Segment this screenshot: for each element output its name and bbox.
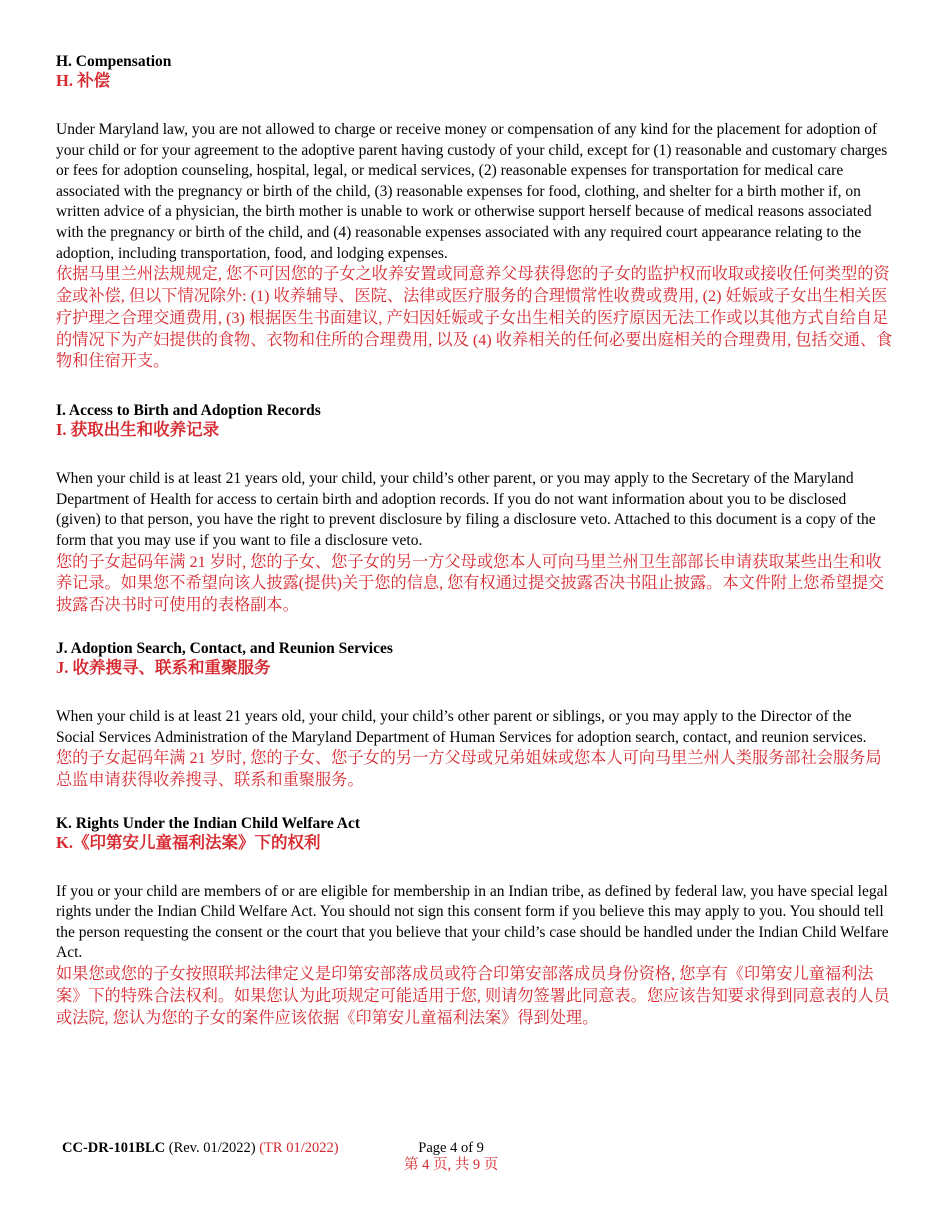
section-heading-en: J. Adoption Search, Contact, and Reunion Services bbox=[56, 639, 393, 657]
section-body-en: When your child is at least 21 years old, your child, your child’s other parent, or you may apply to the Secretary of the Maryland Department of Health for access to certain birth and adoption records. If you do not want information about you to be disclosed (given) to that person, you have the right to prevent disclosure by filing a disclosure veto. Attached to this document is a copy of the form that you may use if you want to file a disclosure veto. bbox=[56, 470, 876, 549]
form-revision: (Rev. 01/2022) bbox=[168, 1140, 256, 1156]
section-body-zh: 您的子女起码年满 21 岁时, 您的子女、您子女的另一方父母或兄弟姐妹或您本人可向马里兰州人类服务部社会服务局总监申请获得收养搜寻、联系和重聚服务。 bbox=[56, 749, 882, 789]
page-number-zh: 第 4 页, 共 9 页 bbox=[404, 1157, 499, 1173]
section-heading-zh: H. 补偿 bbox=[56, 71, 111, 90]
document-page bbox=[56, 52, 894, 1049]
section-heading-zh: J. 收养搜寻、联系和重聚服务 bbox=[56, 657, 271, 677]
section-heading-en: K. Rights Under the Indian Child Welfare Act bbox=[56, 814, 361, 832]
section-body-en: If you or your child are members of or are eligible for membership in an Indian tribe, as defined by federal law, you have special legal rights under the Indian Child Welfare Act. You should not sign this consent form if you believe this may apply to you. You should tell the person requesting the consent or the court that you believe that your child’s case should be handled under the Indian Child Welfare Act. bbox=[56, 882, 889, 962]
section-body-en: When your child is at least 21 years old, your child, your child’s other parent or siblings, or you may apply to the Director of the Social Services Administration of the Maryland Department of Human Services for adoption search, contact, and reunion services. bbox=[56, 707, 867, 746]
section-compensation bbox=[56, 52, 894, 373]
section-body-zh: 您的子女起码年满 21 岁时, 您的子女、您子女的另一方父母或您本人可向马里兰州卫生部部长申请获取某些出生和收养记录。如果您不希望向该人披露(提供)关于您的信息, 您有权通过提交披露否决书阻止披露。本文件附上您希望提交披露否决书时可使用的表格副本。 bbox=[56, 552, 885, 615]
translation-revision: (TR 01/2022) bbox=[259, 1140, 339, 1156]
section-heading-en: I. Access to Birth and Adoption Records bbox=[56, 402, 321, 420]
section-body-zh: 依据马里兰州法规规定, 您不可因您的子女之收养安置或同意养父母获得您的子女的监护权而收取或接收任何类型的资金或补偿, 但以下情况除外: (1) 收养辅导、医院、法律或医疗服务的合理惯常性收费或费用, (2) 妊娠或子女出生相关医疗护理之合理交通费用, (3) 根据医生书面建议, 产妇因妊娠或子女出生相关的医疗原因无法工作或以其他方式自给自足的情况下为产妇提供的食物、衣物和住所的合理费用, 以及 (4) 收养相关的任何必要出庭相关的合理费用, 包括交通、食物和住宿开支。 bbox=[56, 265, 893, 371]
footer-page-number bbox=[404, 1140, 498, 1174]
section-body-zh: 如果您或您的子女按照联邦法律定义是印第安部落成员或符合印第安部落成员身份资格, 您享有《印第安儿童福利法案》下的特殊合法权利。如果您认为此项规定可能适用于您, 则请勿签署此同意表。您应该告知要求得到同意表的人员或法院, 您认为您的子女的案件应该依据《印第安儿童福利法案》得到处理。 bbox=[56, 965, 890, 1027]
section-heading-en: H. Compensation bbox=[56, 53, 172, 70]
page-number-en: Page 4 of 9 bbox=[418, 1140, 484, 1156]
section-heading-zh: K.《印第安儿童福利法案》下的权利 bbox=[56, 832, 321, 852]
section-icwa-rights bbox=[56, 814, 894, 1030]
section-heading-zh: I. 获取出生和收养记录 bbox=[56, 420, 220, 440]
section-search-reunion bbox=[56, 639, 894, 792]
section-body-en: Under Maryland law, you are not allowed to charge or receive money or compensation of any kind for the placement for adoption of your child or for your agreement to the adoptive parent having custody of your child, except for (1) reasonable and customary charges or fees for adoption counseling, hospital, legal, or medical services, (2) reasonable expenses for transportation for medical care associated with the pregnancy or birth of the child, (3) reasonable expenses for food, clothing, and shelter for a birth mother if, on written advice of a physician, the birth mother is unable to work or otherwise support herself because of medical reasons associated with the pregnancy or birth of the child, and (4) reasonable expenses associated with any required court appearance relating to the adoption, including transportation, food, and lodging expenses. bbox=[56, 121, 888, 262]
footer-form-id bbox=[62, 1140, 339, 1157]
section-records-access bbox=[56, 401, 894, 617]
form-code: CC-DR-101BLC bbox=[62, 1140, 166, 1156]
